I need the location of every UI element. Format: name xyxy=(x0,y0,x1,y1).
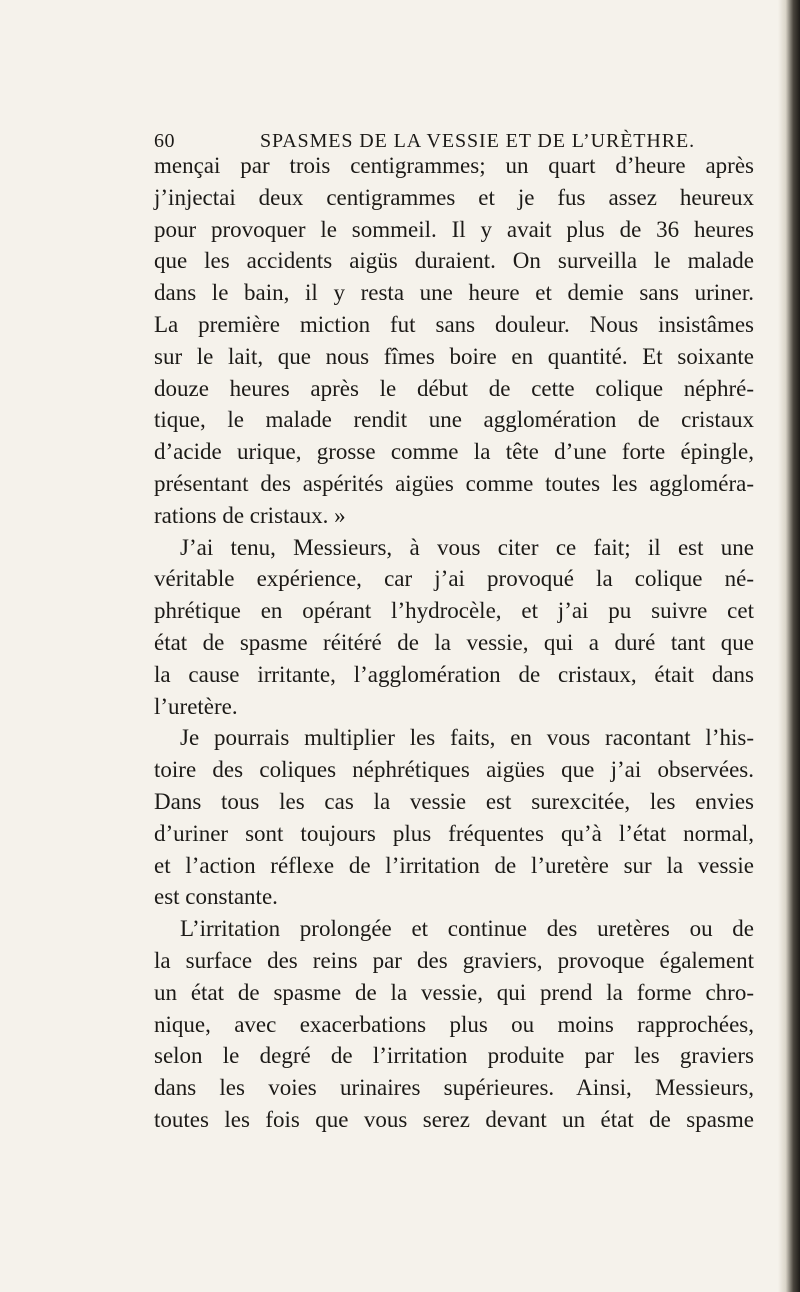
running-title: SPASMES DE LA VESSIE ET DE L’URÈTHRE. xyxy=(260,130,696,152)
text-line: un état de spasme de la vessie, qui prend la forme chro- xyxy=(154,979,754,1005)
text-line: état de spasme réitéré de la vessie, qui a duré tant que xyxy=(154,629,754,655)
text-line: tique, le malade rendit une agglomération de cristaux xyxy=(154,407,754,433)
text-line: Je pourrais multiplier les faits, en vous racontant l’his- xyxy=(180,725,754,751)
text-line: d’acide urique, grosse comme la tête d’une forte épingle, xyxy=(154,439,754,465)
text-line: douze heures après le début de cette colique néphré- xyxy=(154,375,754,401)
text-line: dans le bain, il y resta une heure et demie sans uriner. xyxy=(154,280,754,306)
text-line: nique, avec exacerbations plus ou moins rapprochées, xyxy=(154,1011,754,1037)
text-line: toutes les fois que vous serez devant un état de spasme xyxy=(154,1106,754,1132)
text-line: dans les voies urinaires supérieures. Ainsi, Messieurs, xyxy=(154,1075,754,1101)
text-line: et l’action réflexe de l’irritation de l’uretère sur la vessie xyxy=(154,852,754,878)
body-text xyxy=(154,150,754,1136)
text-line: phrétique en opérant l’hydrocèle, et j’ai pu suivre cet xyxy=(154,598,754,624)
text-line: La première miction fut sans douleur. Nous insistâmes xyxy=(154,311,754,337)
page-edge-shadow xyxy=(778,0,800,1292)
text-line: J’ai tenu, Messieurs, à vous citer ce fait; il est une xyxy=(180,534,754,560)
text-line: toire des coliques néphrétiques aigües que j’ai observées. xyxy=(154,757,754,783)
text-line: L’irritation prolongée et continue des uretères ou de xyxy=(180,916,754,942)
text-line: Dans tous les cas la vessie est surexcitée, les envies xyxy=(154,788,754,814)
text-line: rations de cristaux. » xyxy=(154,502,346,528)
text-line: que les accidents aigüs duraient. On surveilla le malade xyxy=(154,248,754,274)
text-line: la surface des reins par des graviers, provoque également xyxy=(154,947,754,973)
text-line: pour provoquer le sommeil. Il y avait plus de 36 heures xyxy=(154,216,754,242)
text-line: l’uretère. xyxy=(154,693,238,719)
text-line: selon le degré de l’irritation produite par les graviers xyxy=(154,1043,754,1069)
text-line: la cause irritante, l’agglomération de cristaux, était dans xyxy=(154,661,754,687)
text-line: sur le lait, que nous fîmes boire en quantité. Et soixante xyxy=(154,343,754,369)
page-number: 60 xyxy=(154,130,175,152)
text-line: mençai par trois centigrammes; un quart d’heure après xyxy=(154,153,754,178)
text-line: véritable expérience, car j’ai provoqué la colique né- xyxy=(154,566,754,592)
text-line: d’uriner sont toujours plus fréquentes qu’à l’état normal, xyxy=(154,820,754,846)
text-line: j’injectai deux centigrammes et je fus assez heureux xyxy=(154,184,754,210)
text-line: présentant des aspérités aigües comme toutes les aggloméra- xyxy=(154,470,754,496)
text-line: est constante. xyxy=(154,884,278,910)
